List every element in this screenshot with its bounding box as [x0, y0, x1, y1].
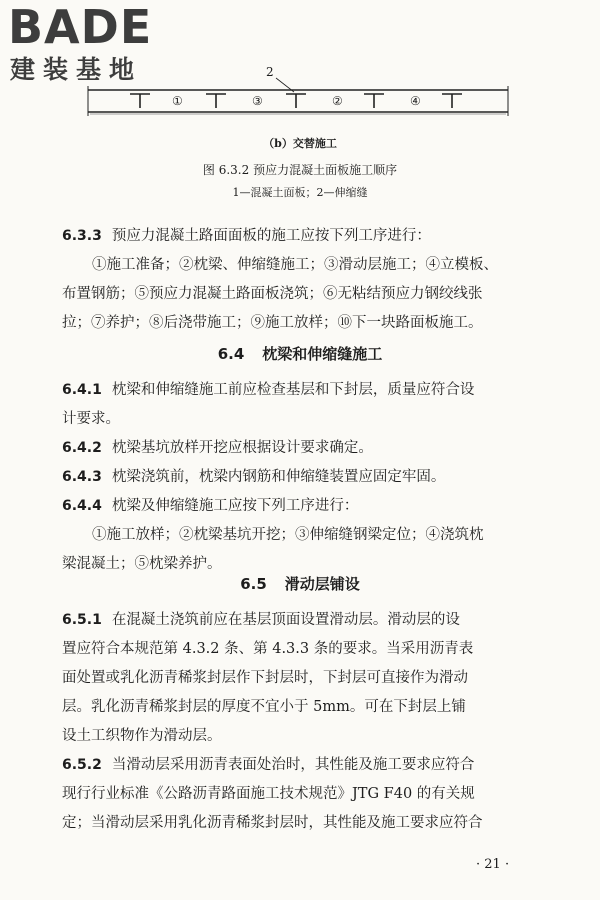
clause-text: 枕梁和伸缩缝施工前应检查基层和下封层，质量应符合设 [111, 382, 475, 398]
clause-6-3-3 [62, 222, 542, 251]
slab-label: ② [332, 94, 343, 108]
clause-6-4-4-list [62, 521, 542, 579]
slab-label: ④ [410, 94, 421, 108]
clause-text-continued: 层。乳化沥青稀浆封层的厚度不宜小于 5mm。可在下封层上铺 [62, 699, 466, 715]
list-line: 梁混凝土；⑤枕梁养护。 [62, 556, 222, 572]
clause-6-4-2 [62, 434, 542, 463]
figure-caption: 图 6.3.2 预应力混凝土面板施工顺序 [202, 163, 398, 177]
clause-6-4-1 [62, 376, 542, 434]
construction-diagram [80, 65, 520, 128]
section-title: 滑动层铺设 [284, 575, 360, 593]
clause-6-4-3 [62, 463, 542, 492]
clause-text: 预应力混凝土路面面板的施工应按下列工序进行： [111, 228, 431, 244]
logo-wordmark: BADE [8, 0, 153, 54]
section-heading-6-5 [0, 573, 600, 594]
clause-text-continued: 定；当滑动层采用乳化沥青稀浆封层时，其性能及施工要求应符合 [62, 815, 483, 831]
clause-6-5-2 [62, 751, 542, 838]
section-number: 6.5 [240, 575, 267, 593]
clause-text: 枕梁基坑放样开挖应根据设计要求确定。 [111, 440, 373, 456]
list-line: ①施工准备；②枕梁、伸缩缝施工；③滑动层施工；④立模板、 [92, 257, 498, 273]
list-line: 拉；⑦养护；⑧后浇带施工；⑨施工放样；⑩下一块路面板施工。 [62, 315, 483, 331]
clause-number: 6.5.2 [62, 757, 102, 773]
clause-number: 6.4.3 [62, 469, 102, 485]
slab-diagram-svg [80, 68, 520, 128]
clause-6-4-4 [62, 492, 542, 521]
clause-number: 6.4.1 [62, 382, 102, 398]
list-line: ①施工放样；②枕梁基坑开挖；③伸缩缝钢梁定位；④浇筑枕 [92, 527, 484, 543]
clause-text-continued: 设土工织物作为滑动层。 [62, 728, 222, 744]
section-title: 枕梁和伸缩缝施工 [262, 345, 383, 363]
clause-text: 枕梁浇筑前，枕梁内钢筋和伸缩缝装置应固定牢固。 [111, 469, 446, 485]
clause-text: 当滑动层采用沥青表面处治时，其性能及施工要求应符合 [111, 757, 475, 773]
slab-label: ① [172, 94, 183, 108]
list-line: 布置钢筋；⑤预应力混凝土路面板浇筑；⑥无粘结预应力钢绞线张 [62, 286, 483, 302]
clause-number: 6.4.2 [62, 440, 102, 456]
clause-text: 在混凝土浇筑前应在基层顶面设置滑动层。滑动层的设 [111, 612, 460, 628]
clause-number: 6.5.1 [62, 612, 102, 628]
page-number: · 21 · [476, 857, 510, 872]
slab-label: ③ [252, 94, 263, 108]
clause-text-continued: 面处置或乳化沥青稀浆封层作下封层时，下封层可直接作为滑动 [62, 670, 468, 686]
clause-6-3-3-list [62, 251, 542, 338]
clause-number: 6.4.4 [62, 498, 102, 514]
clause-text-continued: 现行行业标准《公路沥青路面施工技术规范》JTG F40 的有关规 [62, 786, 475, 802]
figure-subcaption: （b）交替施工 [263, 137, 337, 150]
section-number: 6.4 [217, 345, 245, 363]
logo-subtitle: 建装基地 [10, 55, 143, 84]
clause-text-continued: 计要求。 [62, 411, 120, 427]
clause-6-5-1 [62, 606, 542, 751]
clause-number: 6.3.3 [62, 228, 102, 244]
figure-label-2: 2 [266, 65, 274, 79]
clause-text: 枕梁及伸缩缝施工应按下列工序进行： [111, 498, 359, 514]
figure-note: 1—混凝土面板；2—伸缩缝 [232, 186, 368, 199]
section-heading-6-4 [0, 343, 600, 364]
clause-text-continued: 置应符合本规范第 4.3.2 条、第 4.3.3 条的要求。当采用沥青表 [62, 641, 474, 657]
